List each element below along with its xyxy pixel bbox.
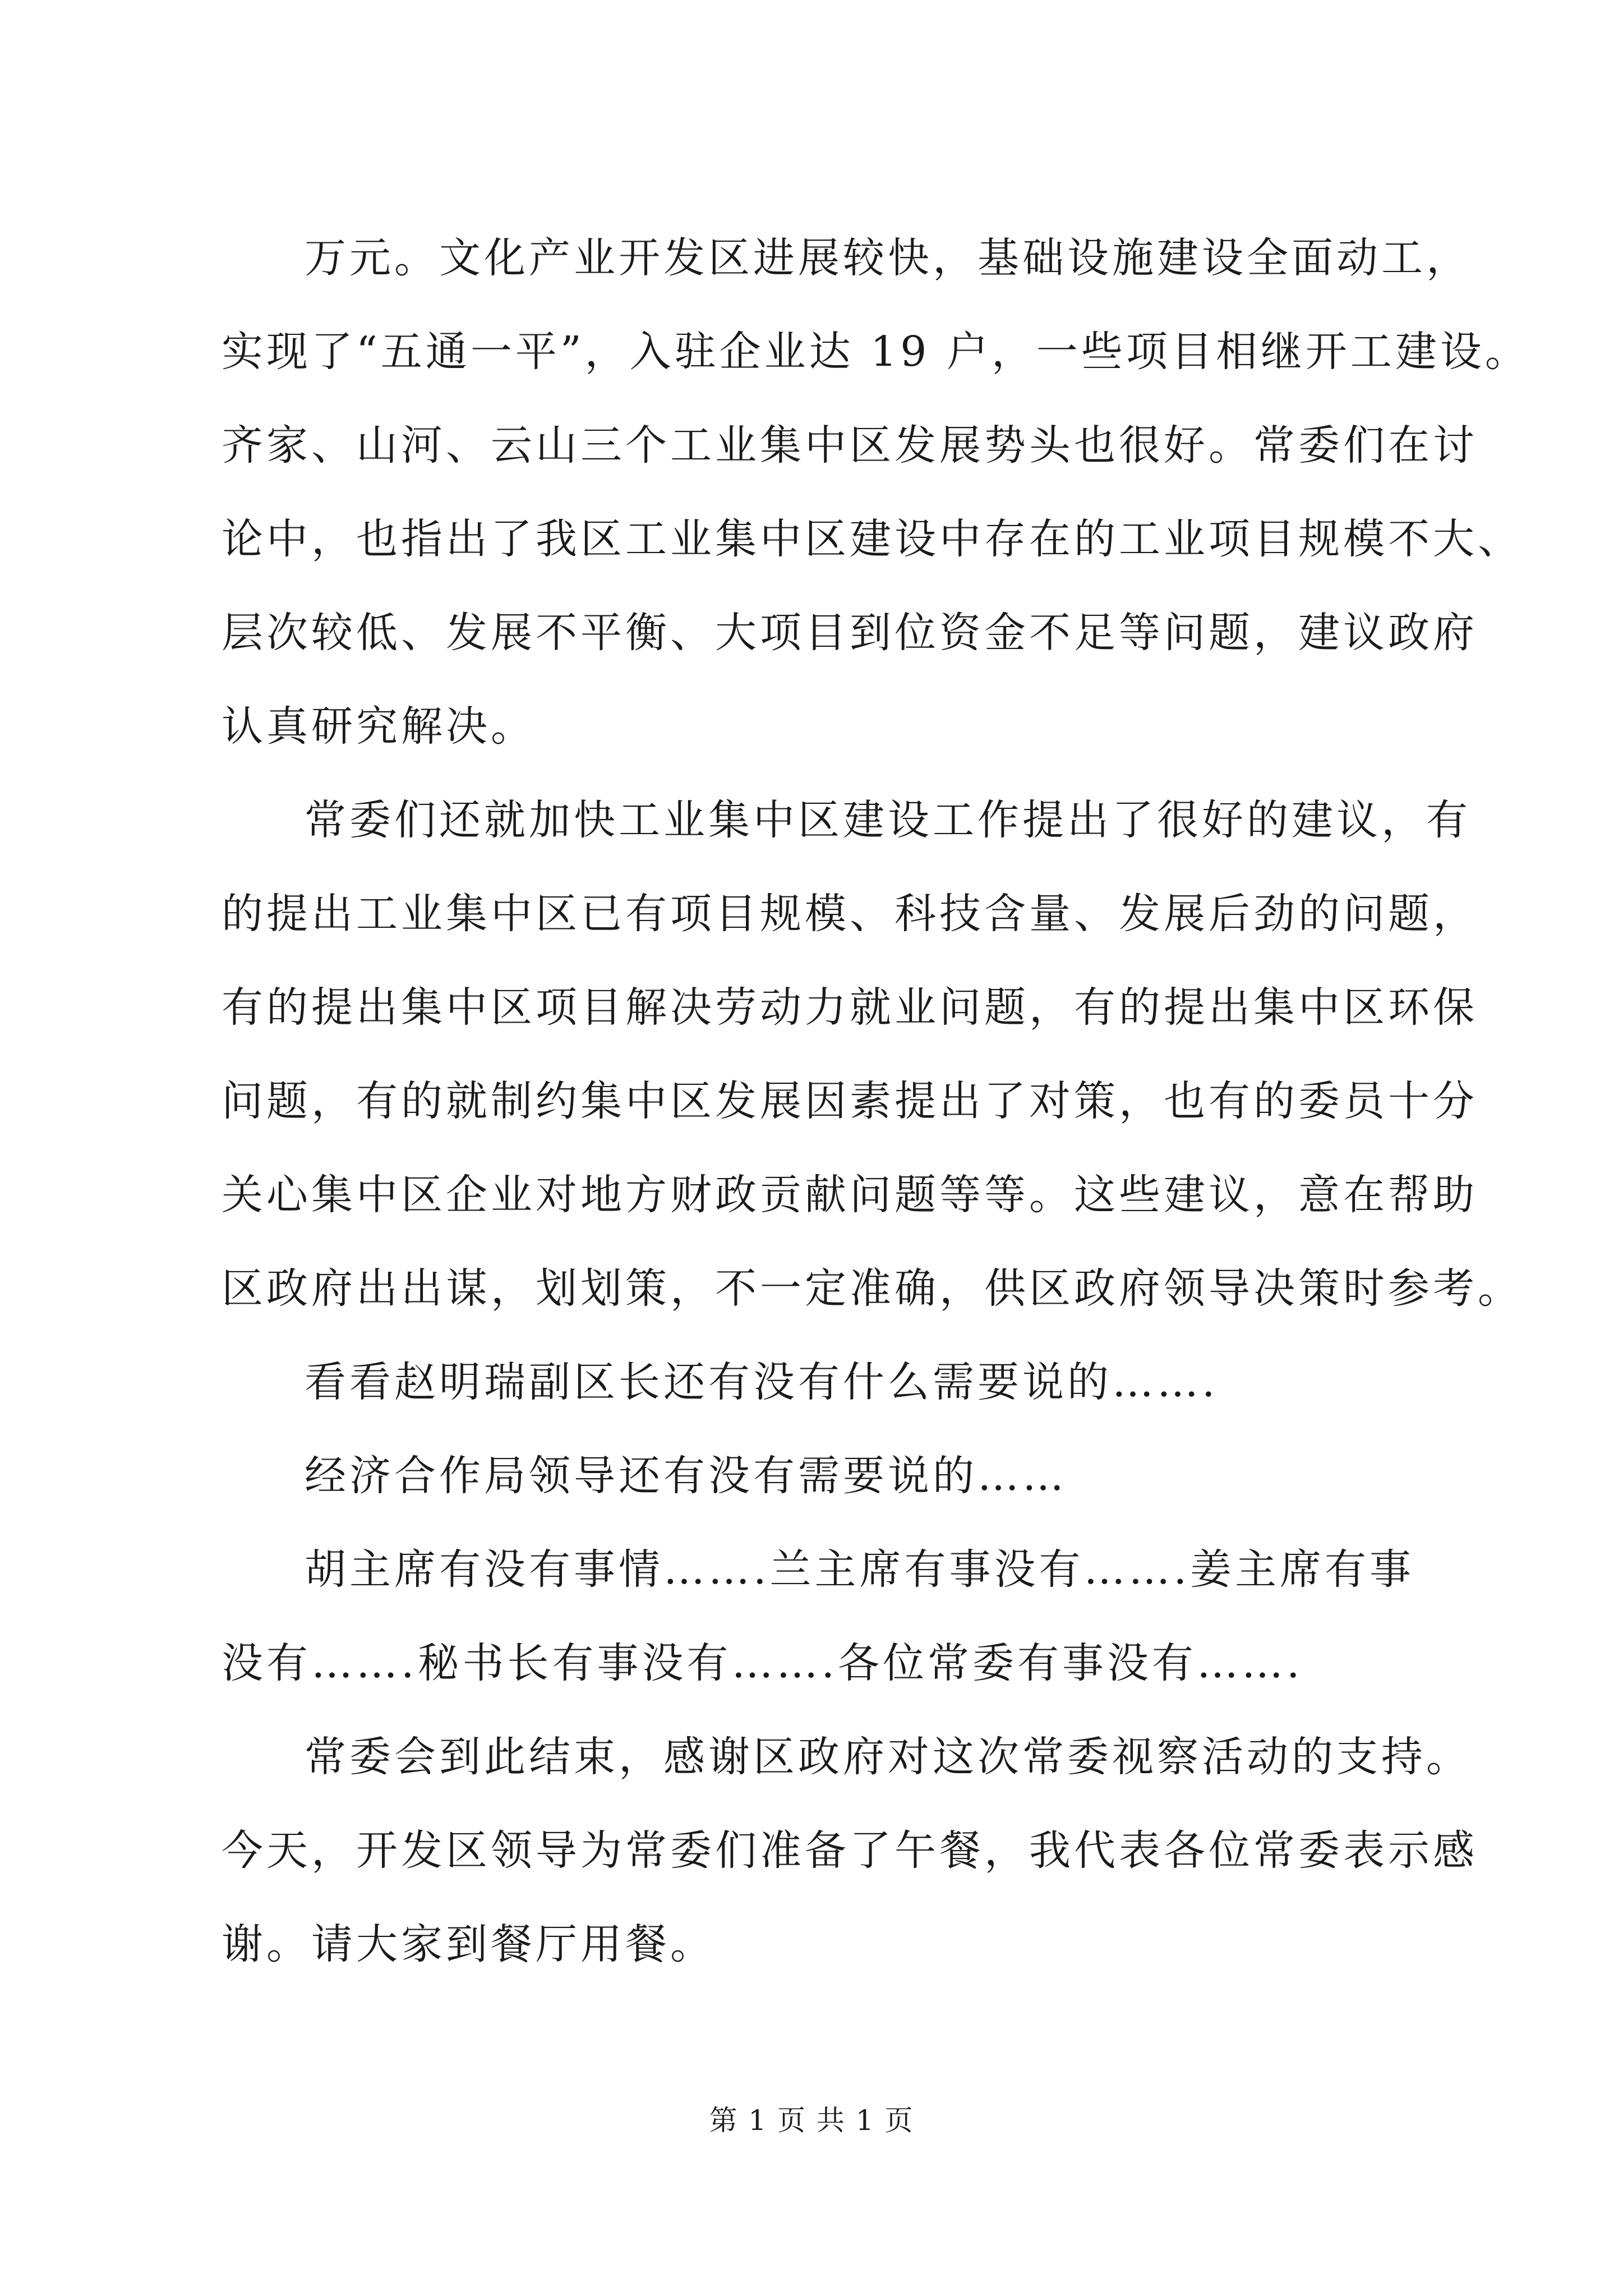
text-line: 齐家、山河、云山三个工业集中区发展势头也很好。常委们在讨 bbox=[222, 421, 1478, 470]
text-line: 万元。文化产业开发区进展较快，基础设施建设全面动工， bbox=[305, 234, 1471, 282]
paragraph-2 bbox=[222, 774, 1523, 1336]
page-number-label: 第 1 页 共 1 页 bbox=[709, 2104, 914, 2137]
text-line: 有的提出集中区项目解决劳动力就业问题，有的提出集中区环保 bbox=[222, 983, 1478, 1032]
text-line: 层次较低、发展不平衡、大项目到位资金不足等问题，建议政府 bbox=[222, 609, 1478, 657]
text-line: 关心集中区企业对地方财政贡献问题等等。这些建议，意在帮助 bbox=[222, 1171, 1478, 1219]
text-line: 论中，也指出了我区工业集中区建设中存在的工业项目规模不大、 bbox=[222, 515, 1523, 563]
paragraph-3 bbox=[222, 1336, 1422, 1429]
text-line: 胡主席有没有事情…….兰主席有事没有…….姜主席有事 bbox=[305, 1545, 1415, 1594]
page-footer bbox=[0, 2101, 1623, 2140]
text-line: 的提出工业集中区已有项目规模、科技含量、发展后劲的问题， bbox=[222, 890, 1478, 938]
paragraph-1 bbox=[222, 211, 1530, 774]
text-line: 看看赵明瑞副区长还有没有什么需要说的……. bbox=[305, 1358, 1219, 1406]
text-line: 常委们还就加快工业集中区建设工作提出了很好的建议，有 bbox=[305, 796, 1471, 844]
text-line: 问题，有的就制约集中区发展因素提出了对策，也有的委员十分 bbox=[222, 1077, 1478, 1125]
text-line: 实现了“五通一平”，入驻企业达 19 户，一些项目相继开工建设。 bbox=[222, 328, 1530, 376]
text-line: 认真研究解决。 bbox=[222, 702, 536, 751]
text-line: 谢。请大家到餐厅用餐。 bbox=[222, 1920, 715, 1968]
text-line: 经济合作局领导还有没有需要说的…… bbox=[305, 1452, 1067, 1500]
paragraph-5 bbox=[222, 1523, 1422, 1710]
text-line: 没有…….秘书长有事没有…….各位常委有事没有……. bbox=[222, 1639, 1303, 1687]
text-line: 常委会到此结束，感谢区政府对这次常委视察活动的支持。 bbox=[305, 1733, 1471, 1781]
text-line: 今天，开发区领导为常委们准备了午餐，我代表各位常委表示感 bbox=[222, 1826, 1478, 1875]
paragraph-4 bbox=[222, 1429, 1422, 1523]
document-body bbox=[222, 211, 1530, 1991]
text-line: 区政府出出谋，划划策，不一定准确，供区政府领导决策时参考。 bbox=[222, 1264, 1523, 1313]
paragraph-6 bbox=[222, 1710, 1478, 1991]
